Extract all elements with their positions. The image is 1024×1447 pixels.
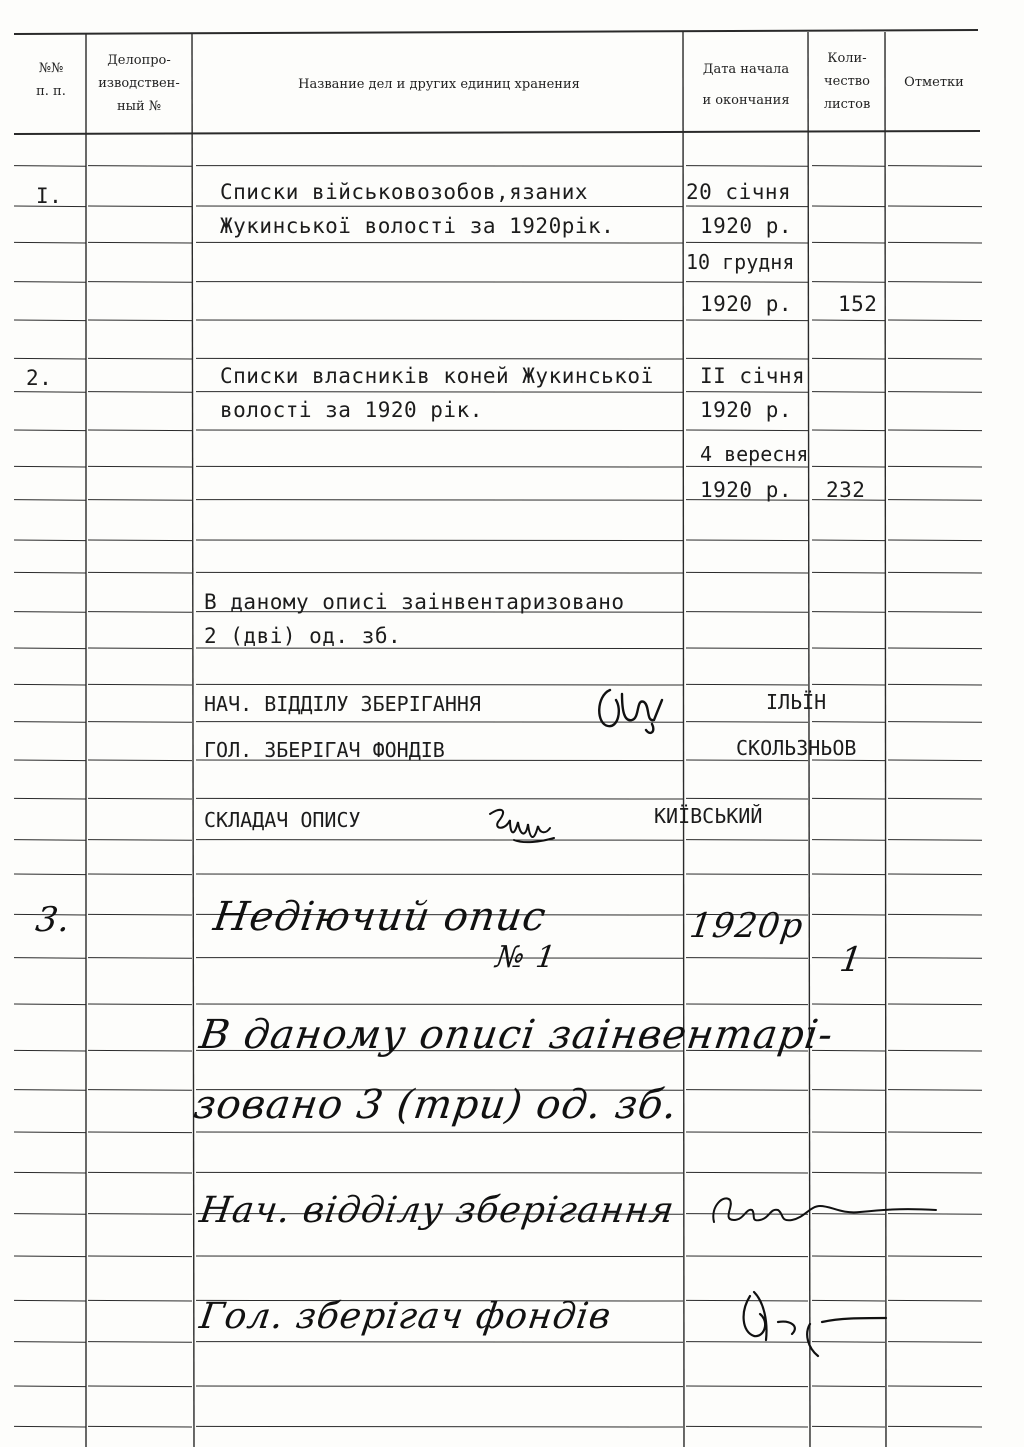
ledger-rule — [88, 840, 192, 841]
entry-date-start-year: 1920 р. — [700, 214, 793, 238]
ledger-rule — [812, 612, 885, 613]
ledger-rule — [888, 1172, 982, 1173]
ledger-rule — [88, 958, 192, 959]
ledger-rule — [686, 874, 808, 875]
ledger-rule — [14, 760, 86, 761]
ledger-rule — [686, 840, 808, 841]
ledger-rule — [196, 466, 683, 467]
ledger-rule — [812, 1172, 885, 1173]
ledger-rule — [196, 1004, 683, 1005]
ledger-rule — [88, 722, 192, 723]
header-col-dates: Дата начала и окончания — [702, 62, 790, 109]
ledger-rule — [812, 392, 885, 393]
ledger-rule — [14, 1172, 86, 1173]
ledger-rule — [686, 1426, 808, 1427]
handwritten-signature-role: Гол. зберігач фондів — [197, 1296, 615, 1337]
ledger-rule — [88, 1426, 192, 1427]
ledger-rule — [888, 572, 982, 573]
ledger-rule — [888, 206, 982, 207]
ledger-rule — [88, 612, 192, 613]
ledger-rule — [888, 282, 982, 283]
signature-role: ГОЛ. ЗБЕРІГАЧ ФОНДІВ — [204, 738, 445, 762]
ledger-rule — [14, 722, 86, 723]
ledger-rule — [196, 572, 683, 573]
ledger-rule — [88, 540, 192, 541]
ledger-rule — [14, 1300, 86, 1301]
ledger-rule — [14, 572, 86, 573]
ledger-rule — [88, 1090, 192, 1091]
ledger-rule — [812, 1004, 885, 1005]
ledger-rule — [196, 540, 683, 541]
entry-date-start-day: 20 січня — [686, 180, 792, 204]
ledger-rule — [196, 166, 683, 167]
ledger-rule — [686, 282, 808, 283]
ledger-rule — [88, 798, 192, 799]
ledger-rule — [14, 540, 86, 541]
ledger-rule — [88, 572, 192, 573]
entry-title-line: Списки військовозобов,язаних — [220, 180, 589, 204]
ledger-rule — [812, 1090, 885, 1091]
entry-date-end-day: 10 грудня — [686, 250, 795, 274]
ledger-rule — [88, 1214, 192, 1215]
ledger-rule — [14, 320, 86, 321]
ledger-rule — [812, 242, 885, 243]
ledger-rule — [14, 1342, 86, 1343]
ledger-rule — [888, 798, 982, 799]
ledger-rule — [812, 914, 885, 915]
ledger-rule — [14, 1050, 86, 1051]
ledger-rule — [196, 1132, 683, 1133]
ledger-rule — [196, 1342, 683, 1343]
ledger-rule — [812, 282, 885, 283]
entry-date-end-day: 4 вересня — [700, 442, 809, 466]
ledger-rule — [14, 358, 86, 359]
header-col-number: №№ п. п. — [36, 61, 66, 99]
ledger-rule — [888, 612, 982, 613]
ledger-rule — [888, 320, 982, 321]
ledger-rule — [888, 1004, 982, 1005]
ledger-rule — [196, 1256, 683, 1257]
ledger-rule — [686, 358, 808, 359]
ledger-rule — [812, 206, 885, 207]
ledger-rule — [686, 392, 808, 393]
ledger-rule — [888, 500, 982, 501]
entry-title-line: Списки власників коней Жукинської — [220, 364, 654, 388]
ledger-rule — [14, 1090, 86, 1091]
ledger-rule — [14, 958, 86, 959]
ledger-rule — [196, 874, 683, 875]
ledger-rule — [14, 282, 86, 283]
handwritten-summary-line: зовано 3 (три) од. зб. — [190, 1082, 681, 1128]
ledger-rule — [888, 242, 982, 243]
ledger-rule — [196, 958, 683, 959]
entry-number: I. — [36, 184, 63, 208]
ledger-rule — [686, 1172, 808, 1173]
ledger-rule — [812, 760, 885, 761]
ledger-rule — [196, 798, 683, 799]
ledger-rule — [888, 722, 982, 723]
ledger-rule — [686, 612, 808, 613]
entry-title-line: волості за 1920 рік. — [220, 398, 483, 422]
entry-sheets: 232 — [826, 478, 866, 502]
ledger-rule — [196, 648, 683, 649]
ledger-rule — [888, 1300, 982, 1301]
ledger-rule — [812, 722, 885, 723]
handwritten-entry-year: 1920р — [687, 906, 807, 946]
ledger-rule — [88, 320, 192, 321]
ledger-rule — [14, 500, 86, 501]
ledger-rule — [812, 540, 885, 541]
ledger-rule — [812, 358, 885, 359]
ledger-rule — [686, 1090, 808, 1091]
ledger-rule — [88, 430, 192, 431]
entry-sheets: 152 — [838, 292, 878, 316]
summary-line: 2 (дві) од. зб. — [204, 624, 402, 648]
ledger-rule — [888, 1256, 982, 1257]
ledger-rule — [812, 798, 885, 799]
ledger-rule — [196, 1172, 683, 1173]
ledger-rule — [88, 282, 192, 283]
ledger-rule — [812, 874, 885, 875]
ledger-rule — [14, 1386, 86, 1387]
entry-date-end-year: 1920 р. — [700, 478, 793, 502]
ledger-rule — [812, 430, 885, 431]
ledger-rule — [686, 798, 808, 799]
ledger-rule — [14, 430, 86, 431]
ledger-rule — [888, 1090, 982, 1091]
ledger-rule — [812, 684, 885, 685]
ledger-rule — [812, 1132, 885, 1133]
header-col-title: Название дел и других единиц хранения — [298, 77, 580, 92]
ledger-rule — [888, 1342, 982, 1343]
ledger-rule — [14, 874, 86, 875]
header-col-notes: Отметки — [904, 75, 964, 90]
handwritten-entry-sheets: 1 — [837, 940, 866, 980]
ledger-rule — [686, 320, 808, 321]
ledger-rule — [88, 874, 192, 875]
ledger-rule — [686, 206, 808, 207]
ledger-rule — [14, 1214, 86, 1215]
ledger-rule — [14, 466, 86, 467]
ledger-rule — [88, 914, 192, 915]
ledger-rule — [686, 958, 808, 959]
ledger-rule — [14, 392, 86, 393]
entry-date-start-year: 1920 р. — [700, 398, 793, 422]
ledger-rule — [812, 1426, 885, 1427]
ledger-rule — [686, 572, 808, 573]
ledger-rule — [196, 282, 683, 283]
ledger-rule — [812, 466, 885, 467]
ledger-rule — [196, 1426, 683, 1427]
signature-name: ІЛЬЇН — [766, 690, 827, 714]
ledger-rule — [88, 684, 192, 685]
ledger-rule — [88, 1256, 192, 1257]
ledger-rule — [196, 1386, 683, 1387]
ledger-rule — [812, 648, 885, 649]
ledger-rule — [88, 166, 192, 167]
handwritten-entry-number: 3. — [33, 900, 74, 940]
ledger-rule — [812, 320, 885, 321]
ledger-rule — [686, 1256, 808, 1257]
signature-scribble — [484, 800, 564, 850]
handwritten-entry-title: Недіючий опис — [210, 894, 550, 940]
ledger-rule — [812, 840, 885, 841]
ledger-rule — [14, 1426, 86, 1427]
ledger-rule — [196, 500, 683, 501]
ledger-rule — [888, 684, 982, 685]
ledger-rule — [14, 648, 86, 649]
handwritten-entry-subtitle: № 1 — [493, 940, 559, 975]
ledger-rule — [14, 612, 86, 613]
ledger-rule — [686, 466, 808, 467]
signature-role: НАЧ. ВІДДІЛУ ЗБЕРІГАННЯ — [204, 692, 481, 716]
ledger-rule — [196, 206, 683, 207]
ledger-rule — [686, 722, 808, 723]
ledger-rule — [88, 466, 192, 467]
ledger-rule — [888, 166, 982, 167]
entry-date-end-year: 1920 р. — [700, 292, 793, 316]
signature-name: КИЇВСЬКИЙ — [654, 804, 763, 828]
ledger-rule — [14, 1256, 86, 1257]
ledger-rule — [888, 648, 982, 649]
ledger-rule — [14, 798, 86, 799]
ledger-rule — [88, 1300, 192, 1301]
entry-date-start-day: II січня — [700, 364, 806, 388]
ledger-rule — [888, 958, 982, 959]
header-col-sheets: Коли- чество листов — [823, 51, 871, 112]
ledger-rule — [888, 914, 982, 915]
ledger-rule — [812, 1256, 885, 1257]
ledger-rule — [686, 760, 808, 761]
ledger-rule — [196, 242, 683, 243]
ledger-rule — [88, 1050, 192, 1051]
ledger-rule — [888, 1132, 982, 1133]
ledger-rule — [196, 320, 683, 321]
ledger-rule — [888, 540, 982, 541]
ledger-rule — [14, 840, 86, 841]
entry-title-line: Жукинської волості за 1920рік. — [220, 214, 615, 238]
ledger-rule — [888, 392, 982, 393]
ledger-rule — [888, 1386, 982, 1387]
ledger-rule — [14, 166, 86, 167]
ledger-rule — [88, 1004, 192, 1005]
ledger-rule — [888, 760, 982, 761]
ledger-rule — [14, 1132, 86, 1133]
ledger-rule — [888, 430, 982, 431]
ledger-rule — [888, 840, 982, 841]
handwritten-signature-role: Нач. відділу зберігання — [197, 1190, 678, 1231]
ledger-rule — [812, 572, 885, 573]
ledger-rule — [686, 166, 808, 167]
ledger-rule — [888, 1050, 982, 1051]
ledger-rule — [14, 1004, 86, 1005]
ledger-rule — [686, 1004, 808, 1005]
signature-scribble — [730, 1282, 890, 1362]
ledger-rule — [88, 206, 192, 207]
ledger-rule — [196, 430, 683, 431]
signature-name: СКОЛЬЗНЬОВ — [736, 736, 857, 760]
entry-number: 2. — [26, 366, 53, 390]
ledger-rule — [88, 1172, 192, 1173]
ledger-rule — [88, 1132, 192, 1133]
signature-role: СКЛАДАЧ ОПИСУ — [204, 808, 361, 832]
ledger-rule — [686, 684, 808, 685]
ledger-rule — [686, 1386, 808, 1387]
handwritten-summary-line: В даному описі заінвентарі- — [196, 1012, 837, 1058]
ledger-rule — [196, 358, 683, 359]
ledger-rule — [196, 840, 683, 841]
ledger-rule — [196, 392, 683, 393]
ledger-rule — [88, 760, 192, 761]
ledger-rule — [888, 1426, 982, 1427]
signature-scribble — [592, 680, 672, 740]
ledger-rule — [686, 430, 808, 431]
ledger-rule — [88, 392, 192, 393]
ledger-rule — [88, 1342, 192, 1343]
ledger-rule — [88, 648, 192, 649]
ledger-rule — [888, 466, 982, 467]
header-col-delo: Делопро- изводствен- ный № — [98, 53, 180, 114]
ledger-rule — [14, 684, 86, 685]
ledger-rule — [888, 358, 982, 359]
ledger-rule — [88, 1386, 192, 1387]
ledger-rule — [14, 242, 86, 243]
ledger-rule — [88, 500, 192, 501]
summary-line: В даному описі заінвентаризовано — [204, 590, 625, 614]
ledger-rule — [812, 166, 885, 167]
ledger-rule — [686, 1132, 808, 1133]
ledger-rule — [88, 242, 192, 243]
ledger-rule — [686, 540, 808, 541]
ledger-rule — [812, 1386, 885, 1387]
ledger-rule — [888, 874, 982, 875]
ledger-rule — [686, 242, 808, 243]
ledger-rule — [686, 648, 808, 649]
signature-scribble — [700, 1186, 940, 1236]
ledger-rule — [88, 358, 192, 359]
